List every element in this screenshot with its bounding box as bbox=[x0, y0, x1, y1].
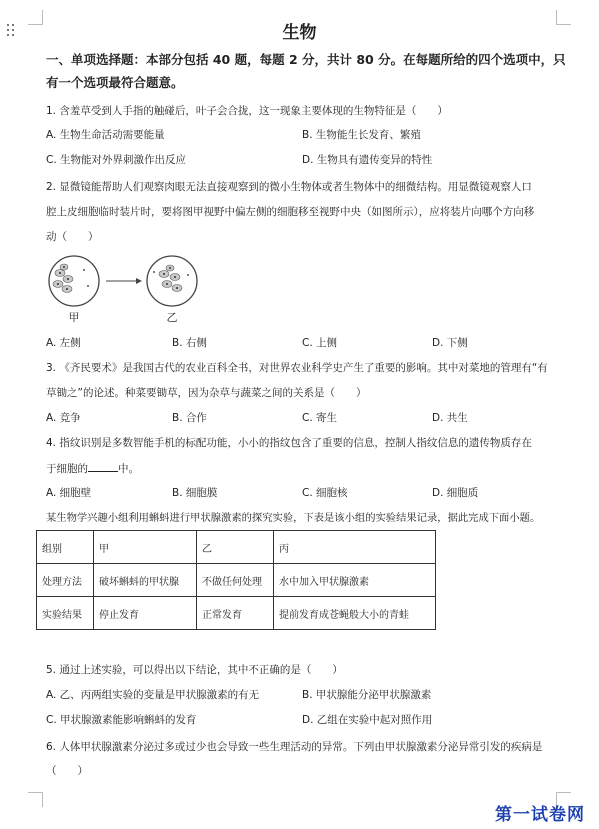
question-4-stem-suffix: 中。 bbox=[118, 463, 139, 475]
table-cell: 组别 bbox=[37, 531, 94, 564]
page-title: 生物 bbox=[282, 23, 317, 43]
question-3-stem-line-2: 草锄之”的论述。种菜要锄草，因为杂草与蔬菜之间的关系是（ ） bbox=[46, 387, 367, 399]
question-5-stem: 5. 通过上述实验，可以得出以下结论，其中不正确的是（ ） bbox=[46, 664, 343, 676]
question-1-option-b: B. 生物能生长发育、繁殖 bbox=[302, 129, 421, 141]
section-heading bbox=[46, 48, 566, 94]
question-2-option-b: B. 右侧 bbox=[172, 337, 207, 349]
question-3-stem-line-1: 3. 《齐民要术》是我国古代的农业百科全书，对世界农业科学史产生了重要的影响。其中对菜地的管理有“有 bbox=[46, 362, 548, 374]
section-heading-line-2: 有一个选项最符合题意。 bbox=[46, 75, 184, 90]
question-3-option-d: D. 共生 bbox=[432, 412, 468, 424]
question-1-option-d: D. 生物具有遗传变异的特性 bbox=[302, 154, 433, 166]
question-4-option-b: B. 细胞膜 bbox=[172, 487, 218, 499]
question-1-option-a: A. 生物生命活动需要能量 bbox=[46, 129, 165, 141]
table-cell: 乙 bbox=[197, 531, 274, 564]
question-2-option-a: A. 左侧 bbox=[46, 337, 81, 349]
question-4-option-a: A. 细胞壁 bbox=[46, 487, 92, 499]
question-2-stem-line-3: 动（ ） bbox=[46, 231, 99, 243]
table-cell: 停止发育 bbox=[94, 597, 197, 630]
table-cell: 破坏蝌蚪的甲状腺 bbox=[94, 564, 197, 597]
table-cell: 提前发育成苍蝇般大小的青蛙 bbox=[274, 597, 436, 630]
table-cell: 甲 bbox=[94, 531, 197, 564]
question-6-stem-line-1: 6. 人体甲状腺激素分泌过多或过少也会导致一些生理活动的异常。下列由甲状腺激素分泌异常引发的疾病是 bbox=[46, 741, 543, 753]
question-1-stem: 1. 含羞草受到人手指的触碰后，叶子会合拢，这一现象主要体现的生物特征是（ ） bbox=[46, 105, 448, 117]
table-cell: 正常发育 bbox=[197, 597, 274, 630]
field-of-view-b bbox=[147, 256, 197, 306]
question-3-option-c: C. 寄生 bbox=[302, 412, 338, 424]
question-3-option-a: A. 竞争 bbox=[46, 412, 81, 424]
table-cell: 丙 bbox=[274, 531, 436, 564]
table-cell: 实验结果 bbox=[37, 597, 94, 630]
figure-label-b: 乙 bbox=[166, 311, 178, 324]
crop-mark-bottom-left bbox=[28, 792, 43, 807]
section-heading-line-1: 一、单项选择题：本部分包括 40 题，每题 2 分，共计 80 分。在每题所给的四个选项中，只 bbox=[46, 52, 566, 67]
experiment-results-table bbox=[36, 530, 436, 630]
question-4-option-d: D. 细胞质 bbox=[432, 487, 479, 499]
question-5-option-c: C. 甲状腺激素能影响蝌蚪的发育 bbox=[46, 714, 197, 726]
question-2-stem-line-1: 2. 显微镜能帮助人们观察肉眼无法直接观察到的微小生物体或者生物体中的细微结构。用显微镜观察人口 bbox=[46, 181, 532, 193]
question-1-option-c: C. 生物能对外界刺激作出反应 bbox=[46, 154, 187, 166]
table-cell: 水中加入甲状腺激素 bbox=[274, 564, 436, 597]
table-row bbox=[37, 597, 436, 630]
question-6-stem-line-2: （ ） bbox=[46, 765, 88, 777]
figure-label-a: 甲 bbox=[68, 311, 80, 324]
answer-blank bbox=[88, 461, 118, 472]
table-cell: 不做任何处理 bbox=[197, 564, 274, 597]
arrow-right-icon bbox=[106, 278, 142, 284]
question-3-option-b: B. 合作 bbox=[172, 412, 207, 424]
microscope-field-figure bbox=[44, 253, 204, 325]
table-row bbox=[37, 531, 436, 564]
question-2-option-c: C. 上侧 bbox=[302, 337, 338, 349]
table-cell: 处理方法 bbox=[37, 564, 94, 597]
question-5-option-a: A. 乙、丙两组实验的变量是甲状腺激素的有无 bbox=[46, 689, 260, 701]
question-4-stem-prefix: 于细胞的 bbox=[46, 463, 88, 475]
question-2-option-d: D. 下侧 bbox=[432, 337, 468, 349]
question-4-stem-line-1: 4. 指纹识别是多数智能手机的标配功能，小小的指纹包含了重要的信息，控制人指纹信息的遗传物质存在 bbox=[46, 437, 532, 449]
question-2-stem-line-2: 腔上皮细胞临时装片时，要将图甲视野中偏左侧的细胞移至视野中央（如图所示），应将装片向哪个方向移 bbox=[46, 206, 535, 218]
question-4-option-c: C. 细胞核 bbox=[302, 487, 348, 499]
question-5-option-d: D. 乙组在实验中起对照作用 bbox=[302, 714, 433, 726]
experiment-intro: 某生物学兴趣小组利用蝌蚪进行甲状腺激素的探究实验，下表是该小组的实验结果记录，据此完成下面小题。 bbox=[46, 512, 541, 524]
site-watermark: 第一试卷网 bbox=[495, 805, 585, 825]
table-row bbox=[37, 564, 436, 597]
field-of-view-a bbox=[49, 256, 99, 306]
question-4-stem-line-2 bbox=[46, 461, 139, 476]
question-5-option-b: B. 甲状腺能分泌甲状腺激素 bbox=[302, 689, 432, 701]
